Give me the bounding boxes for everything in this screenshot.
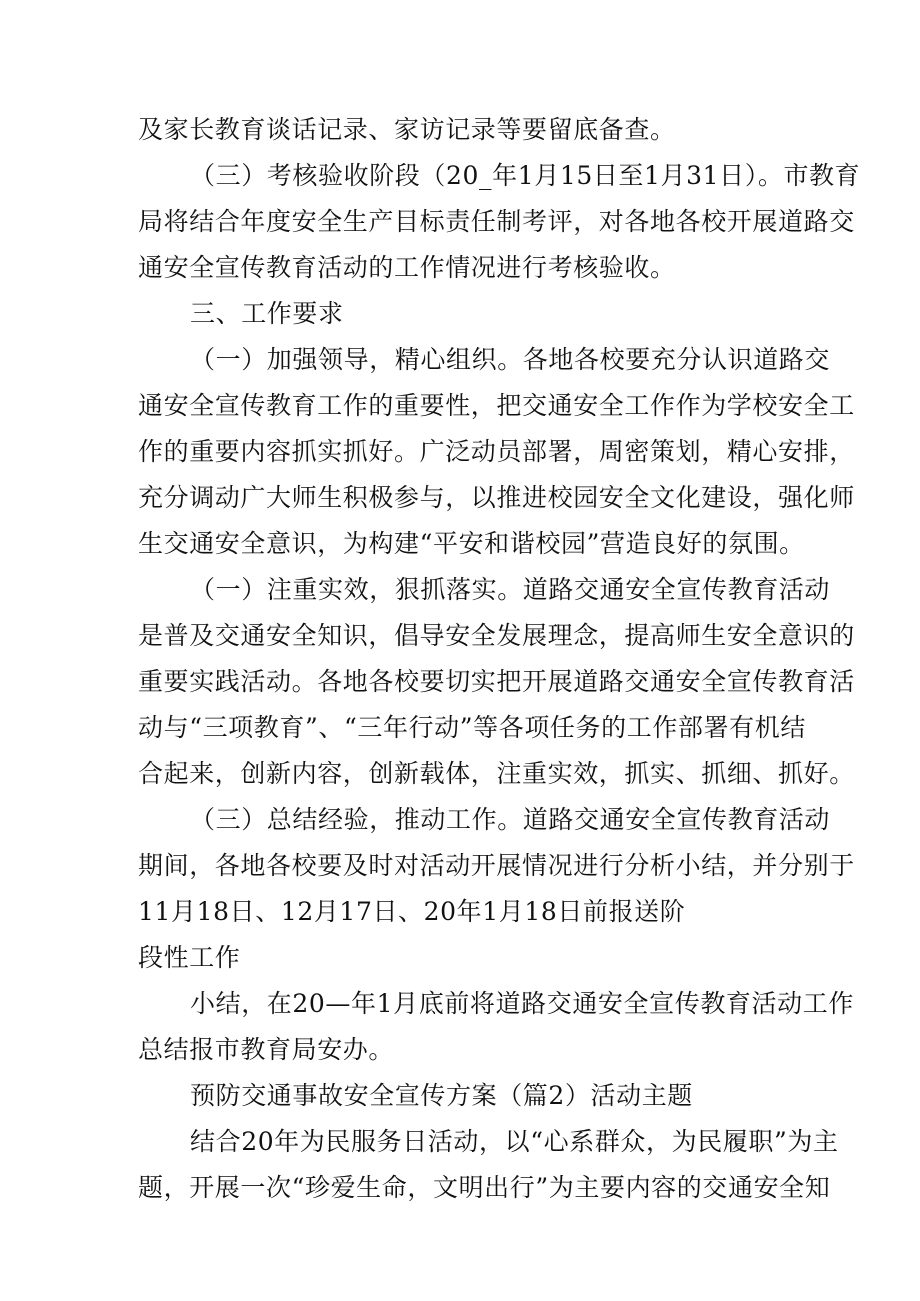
text-line: 作的重要内容抓实抓好。广泛动员部署，周密策划，精心安排， xyxy=(138,437,855,466)
text-line: （一）加强领导，精心组织。各地各校要充分认识道路交 xyxy=(190,345,831,374)
text-line: 期间，各地各校要及时对活动开展情况进行分析小结，并分别于 xyxy=(138,851,855,880)
text-line: 段性工作 xyxy=(138,943,241,972)
text-line: 是普及交通安全知识，倡导安全发展理念，提高师生安全意识的 xyxy=(138,621,855,650)
text-line: 总结报市教育局安办。 xyxy=(138,1035,395,1064)
text-line: 及家长教育谈话记录、家访记录等要留底备查。 xyxy=(138,115,676,144)
text-line: 重要实践活动。各地各校要切实把开展道路交通安全宣传教育活 xyxy=(138,667,855,696)
text-line: 充分调动广大师生积极参与，以推进校园安全文化建设，强化师 xyxy=(138,483,855,512)
text-line: 合起来，创新内容，创新载体，注重实效，抓实、抓细、抓好。 xyxy=(138,759,855,788)
text-line: （三）考核验收阶段（20_年1月15日至1月31日）。市教育 xyxy=(190,161,861,190)
article-heading: 预防交通事故安全宣传方案（篇2）活动主题 xyxy=(190,1081,693,1110)
text-line: 通安全宣传教育活动的工作情况进行考核验收。 xyxy=(138,253,676,282)
text-line: （一）注重实效，狠抓落实。道路交通安全宣传教育活动 xyxy=(190,575,831,604)
text-line: 通安全宣传教育工作的重要性，把交通安全工作作为学校安全工 xyxy=(138,391,855,420)
text-line: 动与“三项教育”、“三年行动”等各项任务的工作部署有机结 xyxy=(138,713,806,742)
text-line: 生交通安全意识，为构建“平安和谐校园”营造良好的氛围。 xyxy=(138,529,805,558)
text-line: 11月18日、12月17日、20年1月18日前报送阶 xyxy=(138,897,686,926)
text-line: 题，开展一次“珍爱生命，文明出行”为主要内容的交通安全知 xyxy=(138,1173,831,1202)
text-line: （三）总结经验，推动工作。道路交通安全宣传教育活动 xyxy=(190,805,831,834)
section-heading: 三、工作要求 xyxy=(190,299,344,328)
text-line: 小结，在20—年1月底前将道路交通安全宣传教育活动工作 xyxy=(190,989,854,1018)
text-line: 结合20年为民服务日活动，以“心系群众，为民履职”为主 xyxy=(190,1127,839,1156)
text-line: 局将结合年度安全生产目标责任制考评，对各地各校开展道路交 xyxy=(138,207,855,236)
